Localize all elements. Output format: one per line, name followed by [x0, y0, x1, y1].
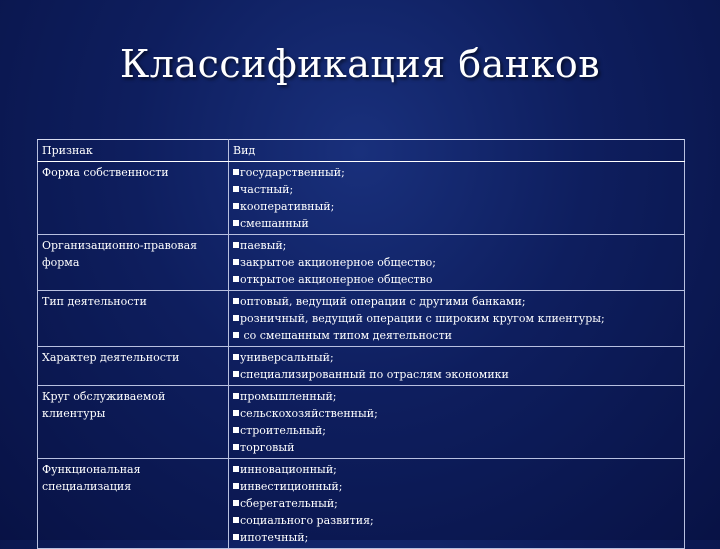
square-bullet-icon: [233, 410, 239, 416]
square-bullet-icon: [233, 500, 239, 506]
type-list-item: [233, 181, 680, 198]
square-bullet-icon: [233, 371, 239, 377]
type-text: торговый: [240, 441, 295, 454]
type-text: ипотечный;: [240, 531, 309, 544]
type-text: сельскохозяйственный;: [240, 407, 378, 420]
square-bullet-icon: [233, 466, 239, 472]
type-list-item: [233, 327, 680, 344]
table-row: [38, 291, 685, 347]
table-row: [38, 162, 685, 235]
row-types: [229, 235, 685, 291]
type-list-item: [233, 405, 680, 422]
row-types: [229, 291, 685, 347]
type-text: сберегательный;: [240, 497, 338, 510]
row-feature: Функциональная специализация: [38, 459, 229, 549]
square-bullet-icon: [233, 259, 239, 265]
square-bullet-icon: [233, 483, 239, 489]
table-row: [38, 386, 685, 459]
type-list-item: [233, 388, 680, 405]
type-text: промышленный;: [240, 390, 337, 403]
row-feature: Форма собственности: [38, 162, 229, 235]
square-bullet-icon: [233, 517, 239, 523]
table-row: [38, 235, 685, 291]
square-bullet-icon: [233, 220, 239, 226]
square-bullet-icon: [233, 242, 239, 248]
type-list-item: [233, 164, 680, 181]
square-bullet-icon: [233, 298, 239, 304]
square-bullet-icon: [233, 427, 239, 433]
type-text: открытое акционерное общество: [240, 273, 433, 286]
row-types: [229, 459, 685, 549]
type-list-item: [233, 198, 680, 215]
square-bullet-icon: [233, 393, 239, 399]
type-list-item: [233, 293, 680, 310]
type-list-item: [233, 461, 680, 478]
type-list-item: [233, 529, 680, 546]
square-bullet-icon: [233, 315, 239, 321]
type-list-item: [233, 478, 680, 495]
row-types: [229, 162, 685, 235]
type-text: универсальный;: [240, 351, 334, 364]
row-types: [229, 347, 685, 386]
type-list-item: [233, 349, 680, 366]
type-list-item: [233, 512, 680, 529]
type-text: специализированный по отраслям экономики: [240, 368, 509, 381]
type-list-item: [233, 215, 680, 232]
classification-table: [37, 139, 685, 549]
type-text: кооперативный;: [240, 200, 335, 213]
type-list-item: [233, 495, 680, 512]
type-text: строительный;: [240, 424, 326, 437]
type-list-item: [233, 439, 680, 456]
square-bullet-icon: [233, 276, 239, 282]
row-feature: Круг обслуживаемой клиентуры: [38, 386, 229, 459]
type-text: со смешанным типом деятельности: [240, 329, 453, 342]
type-text: смешанный: [240, 217, 309, 230]
header-feature: Признак: [38, 140, 229, 162]
square-bullet-icon: [233, 203, 239, 209]
square-bullet-icon: [233, 169, 239, 175]
table-header-row: [38, 140, 685, 162]
row-feature: Характер деятельности: [38, 347, 229, 386]
square-bullet-icon: [233, 332, 239, 338]
type-text: паевый;: [240, 239, 287, 252]
type-text: инвестиционный;: [240, 480, 343, 493]
square-bullet-icon: [233, 354, 239, 360]
square-bullet-icon: [233, 186, 239, 192]
square-bullet-icon: [233, 534, 239, 540]
type-list-item: [233, 237, 680, 254]
type-text: частный;: [240, 183, 294, 196]
type-text: инновационный;: [240, 463, 337, 476]
type-list-item: [233, 310, 680, 327]
row-feature: Тип деятельности: [38, 291, 229, 347]
header-type: Вид: [229, 140, 685, 162]
type-text: социального развития;: [240, 514, 374, 527]
type-text: розничный, ведущий операции с широким кругом клиентуры;: [240, 312, 605, 325]
square-bullet-icon: [233, 444, 239, 450]
type-list-item: [233, 366, 680, 383]
table-row: [38, 347, 685, 386]
type-list-item: [233, 422, 680, 439]
type-text: оптовый, ведущий операции с другими банками;: [240, 295, 526, 308]
type-list-item: [233, 271, 680, 288]
row-types: [229, 386, 685, 459]
type-text: государственный;: [240, 166, 345, 179]
type-text: закрытое акционерное общество;: [240, 256, 436, 269]
page-title: Классификация банков: [119, 42, 601, 86]
type-list-item: [233, 254, 680, 271]
table-row: [38, 459, 685, 549]
row-feature: Организационно-правовая форма: [38, 235, 229, 291]
